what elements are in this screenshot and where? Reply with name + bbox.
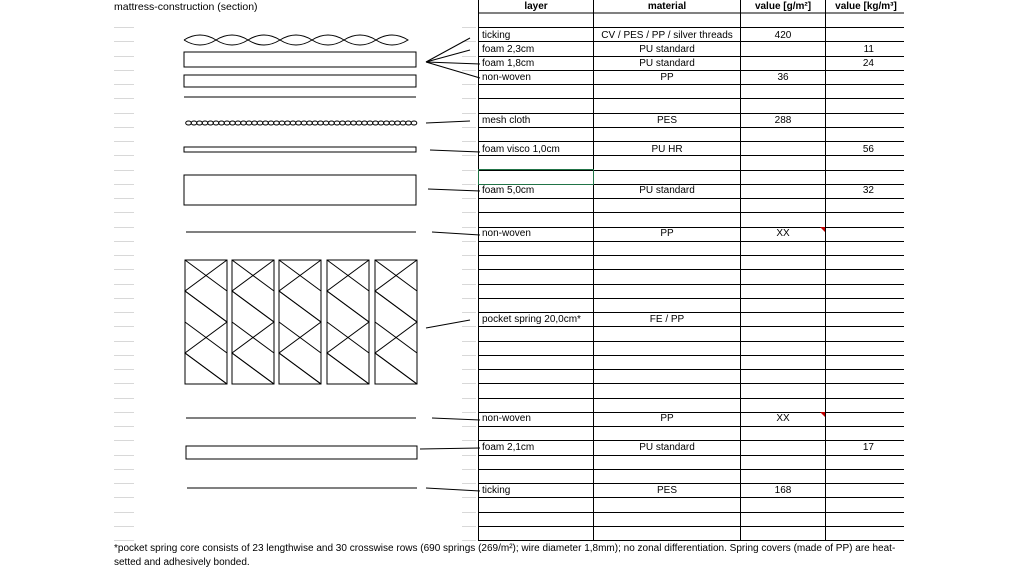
- material-cell[interactable]: PP: [660, 413, 674, 424]
- layer-cell[interactable]: ticking: [482, 30, 511, 41]
- value-kgm3-cell[interactable]: 32: [862, 185, 874, 196]
- header-value-kgm3[interactable]: value [kg/m³]: [835, 1, 897, 12]
- value-kgm3-cell[interactable]: 17: [862, 442, 874, 453]
- value-gm2-cell[interactable]: 168: [774, 485, 792, 496]
- layer-cell[interactable]: non-woven: [482, 228, 531, 239]
- foam-visco-shape: [184, 147, 416, 152]
- value-gm2-cell[interactable]: XX: [776, 413, 790, 424]
- foam-5-0-shape: [184, 175, 416, 205]
- material-cell[interactable]: PP: [660, 72, 674, 83]
- material-cell[interactable]: PU standard: [639, 44, 695, 55]
- row-markers-left: [114, 28, 134, 541]
- layer-cell[interactable]: foam 2,1cm: [482, 442, 535, 453]
- pocket-springs-shape: [185, 260, 417, 384]
- page-title: mattress-construction (section): [114, 1, 258, 13]
- material-cell[interactable]: CV / PES / PP / silver threads: [601, 30, 733, 41]
- layer-illustration: [184, 35, 480, 491]
- comment-indicator[interactable]: [820, 412, 825, 417]
- value-gm2-cell[interactable]: 288: [774, 115, 792, 126]
- comment-indicator[interactable]: [820, 227, 825, 232]
- header-value-gm2[interactable]: value [g/m²]: [754, 1, 812, 12]
- material-cell[interactable]: PU HR: [651, 144, 683, 155]
- header-layer[interactable]: layer: [524, 1, 548, 12]
- layer-cell[interactable]: foam 2,3cm: [482, 44, 535, 55]
- material-cell[interactable]: PP: [660, 228, 674, 239]
- row-markers-mid: [462, 28, 476, 541]
- ticking-quilt-shape: [184, 35, 408, 45]
- layer-cell[interactable]: mesh cloth: [482, 115, 531, 126]
- value-gm2-cell[interactable]: 36: [777, 72, 789, 83]
- material-cell[interactable]: PES: [656, 115, 677, 126]
- foam-2-1-shape: [186, 446, 417, 459]
- layer-cell[interactable]: foam visco 1,0cm: [482, 144, 560, 155]
- layer-cell[interactable]: foam 1,8cm: [482, 58, 535, 69]
- value-kgm3-cell[interactable]: 56: [862, 144, 874, 155]
- value-gm2-cell[interactable]: XX: [776, 228, 790, 239]
- material-cell[interactable]: PES: [656, 485, 677, 496]
- value-gm2-cell[interactable]: 420: [774, 30, 792, 41]
- material-cell[interactable]: PU standard: [639, 58, 695, 69]
- selected-cell[interactable]: [478, 169, 594, 185]
- layer-cell[interactable]: ticking: [482, 485, 511, 496]
- material-cell[interactable]: FE / PP: [649, 314, 685, 325]
- material-cell[interactable]: PU standard: [639, 185, 695, 196]
- layer-cell[interactable]: foam 5,0cm: [482, 185, 535, 196]
- foam-1-8-shape: [184, 75, 416, 87]
- footnote: *pocket spring core consists of 23 lengthwise and 30 crosswise rows (690 springs (269/m²); wire diameter 1,8mm); no zonal differentiation. Spring covers (made of PP) are heat-setted and adhesively bonded.: [114, 543, 896, 568]
- mesh-cloth-shape: [186, 121, 417, 125]
- foam-2-3-shape: [184, 52, 416, 67]
- material-cell[interactable]: PU standard: [639, 442, 695, 453]
- value-kgm3-cell[interactable]: 11: [863, 44, 874, 55]
- value-kgm3-cell[interactable]: 24: [862, 58, 874, 69]
- layer-cell[interactable]: non-woven: [482, 413, 531, 424]
- layer-cell[interactable]: pocket spring 20,0cm*: [482, 314, 581, 325]
- layer-cell[interactable]: non-woven: [482, 72, 531, 83]
- header-material[interactable]: material: [647, 1, 687, 12]
